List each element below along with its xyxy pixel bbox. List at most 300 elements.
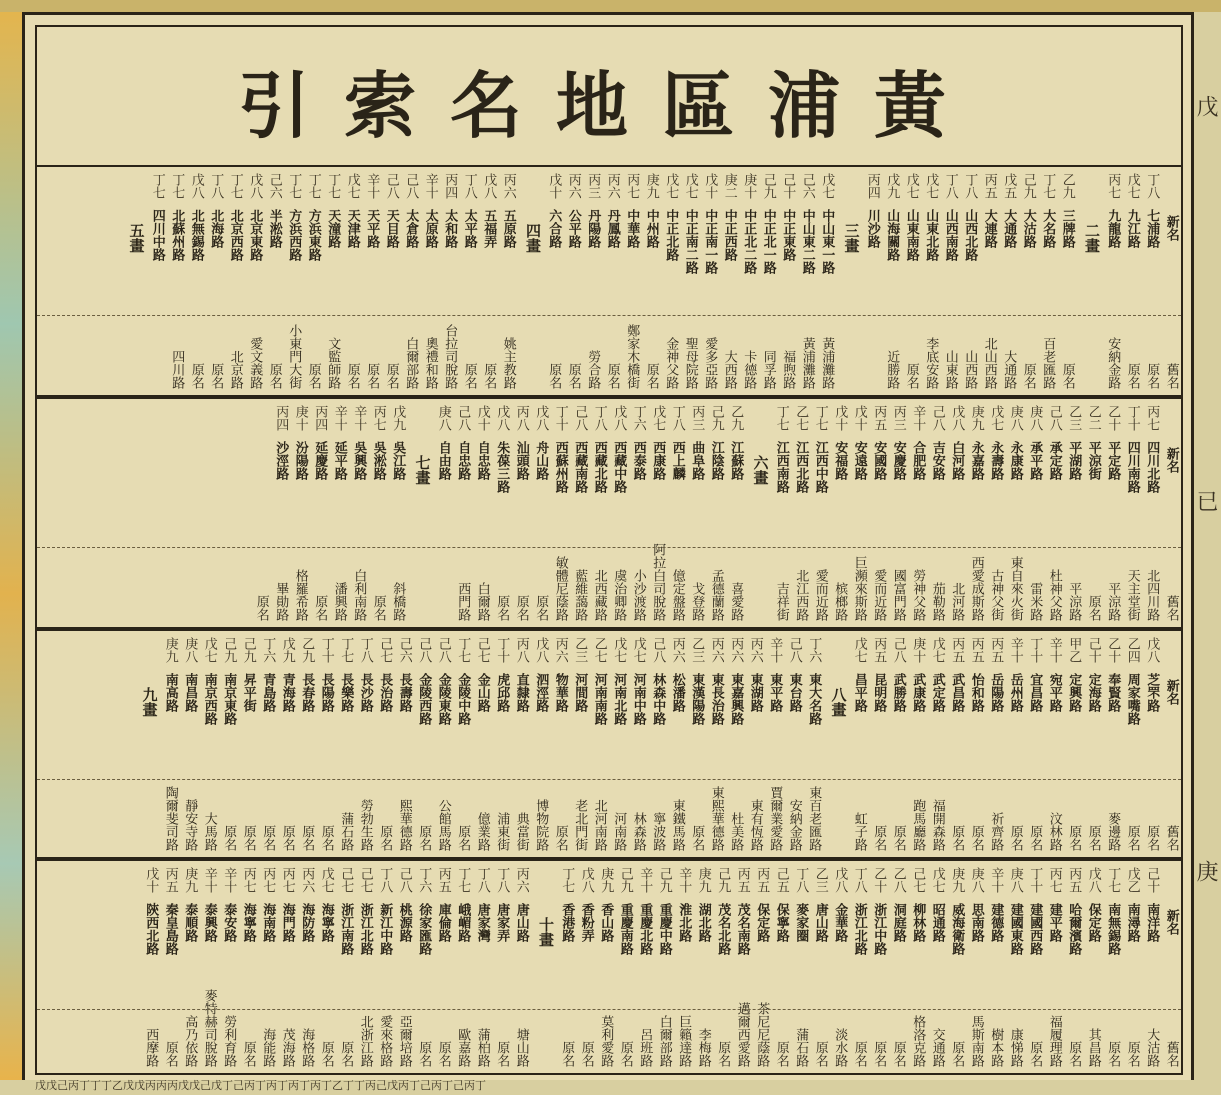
- index-entry: [356, 861, 376, 1073]
- grid-code: 丙七: [370, 405, 386, 431]
- stroke-count-header: 八畫: [829, 687, 848, 717]
- grid-code: 丁八: [851, 867, 867, 893]
- index-entry: [713, 861, 733, 1073]
- grid-code: 丁七: [812, 405, 828, 431]
- header-new-name: 新名: [1163, 909, 1179, 935]
- new-street-name: 定興路: [1066, 673, 1082, 712]
- old-street-name: 原名: [1105, 1041, 1121, 1067]
- grid-code: 辛十: [364, 173, 380, 199]
- index-entry: [395, 861, 415, 1073]
- grid-code: 丙六: [728, 637, 744, 663]
- old-street-name: 北山西路: [981, 337, 997, 389]
- new-street-name: 西上麟: [669, 441, 685, 480]
- old-street-name: 勞合路: [585, 350, 601, 389]
- index-entry: [791, 399, 811, 627]
- index-entry: [180, 631, 200, 857]
- new-street-name: 東平路: [767, 673, 783, 712]
- old-street-name: 吉祥街: [773, 582, 789, 621]
- new-street-name: 朱葆三路: [494, 441, 510, 493]
- old-street-name: 虹子路: [851, 812, 867, 851]
- new-street-name: 直隸路: [513, 673, 529, 712]
- new-street-name: 金華路: [832, 903, 848, 942]
- old-street-name: 原名: [1085, 595, 1101, 621]
- new-street-name: 宜昌路: [1027, 673, 1043, 712]
- index-entry: [830, 861, 850, 1073]
- new-street-name: 東長治路: [708, 673, 724, 725]
- old-street-name: 原名: [240, 825, 256, 851]
- old-street-name: 原名: [435, 1041, 451, 1067]
- index-entry: [720, 167, 740, 395]
- index-entry: [668, 399, 688, 627]
- index-entry: [642, 167, 662, 395]
- grid-code: 丁七: [227, 173, 243, 199]
- index-entry: [453, 861, 473, 1073]
- new-street-name: 南高路: [162, 673, 178, 712]
- old-street-name: 原名: [494, 1041, 510, 1067]
- old-street-name: 大馬路: [201, 812, 217, 851]
- grid-code: 丙七: [624, 173, 640, 199]
- grid-code: 丁十: [1124, 405, 1140, 431]
- new-street-name: 武定路: [929, 673, 945, 712]
- old-street-name: 原名: [364, 363, 380, 389]
- index-entry: [265, 167, 285, 395]
- old-street-name: 原名: [344, 363, 360, 389]
- new-street-name: 洞庭路: [890, 903, 906, 942]
- index-entry: [960, 167, 980, 395]
- old-street-name: 原名: [279, 825, 295, 851]
- index-entry: [375, 631, 395, 857]
- new-street-name: 九龍路: [1105, 209, 1121, 248]
- grid-code: 己八: [396, 867, 412, 893]
- index-entry: [817, 167, 837, 395]
- grid-code: 戊七: [650, 405, 666, 431]
- index-entry: [161, 861, 181, 1073]
- new-street-name: 公平路: [565, 209, 581, 248]
- old-street-name: 原名: [455, 825, 471, 851]
- old-street-name: 原名: [643, 363, 659, 389]
- grid-code: 己九: [1020, 173, 1036, 199]
- header-new-name: 新名: [1163, 679, 1179, 705]
- stroke-count-header: 三畫: [842, 223, 861, 253]
- grid-code: 己十: [1144, 867, 1160, 893]
- new-street-name: 保定路: [754, 903, 770, 942]
- grid-code: 戊八: [1144, 637, 1160, 663]
- new-street-name: 茂名北路: [715, 903, 731, 955]
- index-entry: [908, 399, 928, 627]
- old-street-name: 博物院路: [533, 799, 549, 851]
- index-entry: [1123, 861, 1143, 1073]
- grid-code: 己八: [416, 637, 432, 663]
- grid-code: 戊八: [481, 173, 497, 199]
- old-street-name: 孟德蘭路: [708, 569, 724, 621]
- index-entry: [460, 167, 480, 395]
- new-street-name: 保定路: [1085, 903, 1101, 942]
- new-street-name: 太和路: [442, 209, 458, 248]
- old-street-name: 百老匯路: [1040, 337, 1056, 389]
- index-entry: [557, 861, 577, 1073]
- grid-code: 辛十: [1007, 637, 1023, 663]
- old-street-name: 安納金路: [1105, 337, 1121, 389]
- old-street-name: 原名: [338, 1041, 354, 1067]
- old-street-name: 東熙華德路: [708, 786, 724, 851]
- grid-code: 丁八: [461, 173, 477, 199]
- header-column: [1162, 861, 1182, 1073]
- new-street-name: 青海路: [279, 673, 295, 712]
- new-street-name: 中正西路: [721, 209, 737, 261]
- index-entry: [733, 861, 753, 1073]
- new-street-name: 泗涇路: [533, 673, 549, 712]
- old-street-name: 典當街: [513, 812, 529, 851]
- grid-code: 辛十: [676, 867, 692, 893]
- new-street-name: 浙江南路: [338, 903, 354, 955]
- index-entry: [1019, 167, 1039, 395]
- index-entry: [317, 861, 337, 1073]
- grid-code: 庚九: [598, 867, 614, 893]
- grid-code: 戊八: [611, 405, 627, 431]
- index-entry: [772, 861, 792, 1073]
- index-entry: [317, 631, 337, 857]
- index-entry: [947, 861, 967, 1073]
- header-old-name: 舊名: [1163, 1041, 1179, 1067]
- old-street-name: 原名: [481, 363, 497, 389]
- grid-code: 丁七: [559, 867, 575, 893]
- new-street-name: 中山東二路: [799, 209, 815, 274]
- old-street-name: 黃浦灘路: [819, 337, 835, 389]
- grid-code: 丁七: [1105, 867, 1121, 893]
- grid-code: 己八: [572, 405, 588, 431]
- new-street-name: 建平路: [1046, 903, 1062, 942]
- index-entry: [655, 861, 675, 1073]
- new-street-name: 西藏中路: [611, 441, 627, 493]
- new-street-name: 哈爾濱路: [1066, 903, 1082, 955]
- grid-code: 丙五: [435, 867, 451, 893]
- grid-code: 丁十: [318, 637, 334, 663]
- grid-code: 辛十: [201, 867, 217, 893]
- old-street-name: 原名: [299, 825, 315, 851]
- old-street-name: 黃浦灘路: [799, 337, 815, 389]
- index-entry: [681, 167, 701, 395]
- old-street-name: 原名: [318, 825, 334, 851]
- grid-code: 己七: [910, 867, 926, 893]
- grid-code: 丙七: [240, 867, 256, 893]
- new-street-name: 唐家弄: [494, 903, 510, 942]
- index-entry: [512, 399, 532, 627]
- new-street-name: 安福路: [832, 441, 848, 480]
- old-street-name: 高乃依路: [182, 1015, 198, 1067]
- index-entry: [1103, 167, 1123, 395]
- index-entry: [765, 631, 785, 857]
- new-street-name: 北蘇州路: [169, 209, 185, 261]
- grid-code: 丙六: [513, 867, 529, 893]
- old-street-name: 原名: [208, 363, 224, 389]
- index-entry: [882, 167, 902, 395]
- index-entry: [687, 399, 707, 627]
- new-street-name: 沙涇路: [273, 441, 289, 480]
- new-street-name: 南洋路: [1144, 903, 1160, 942]
- grid-code: 庚九: [182, 867, 198, 893]
- index-entry: [180, 861, 200, 1073]
- new-street-name: 泰順路: [182, 903, 198, 942]
- index-entry: [512, 861, 532, 1073]
- old-street-name: 原名: [890, 1041, 906, 1067]
- grid-code: 戊七: [201, 637, 217, 663]
- new-street-name: 汕頭路: [513, 441, 529, 480]
- new-street-name: 太原路: [422, 209, 438, 248]
- old-street-name: 勞勃生路: [357, 799, 373, 851]
- new-street-name: 吳江路: [390, 441, 406, 480]
- old-street-name: 原名: [890, 825, 906, 851]
- grid-code: 丁七: [1040, 173, 1056, 199]
- index-entry: [1045, 861, 1065, 1073]
- header-old-name: 舊名: [1163, 825, 1179, 851]
- new-street-name: 吳淞路: [370, 441, 386, 480]
- grid-code: 丙六: [565, 173, 581, 199]
- grid-code: 戊七: [611, 637, 627, 663]
- new-street-name: 天潼路: [325, 209, 341, 248]
- index-entry: [570, 399, 590, 627]
- new-street-name: 淮北路: [676, 903, 692, 942]
- index-entry: [551, 399, 571, 627]
- old-street-name: 其昌路: [1085, 1028, 1101, 1067]
- index-entry: [434, 631, 454, 857]
- grid-code: 乙九: [728, 405, 744, 431]
- old-street-name: 康悌路: [1007, 1028, 1023, 1067]
- new-street-name: 林森中路: [650, 673, 666, 725]
- index-entry: [1064, 399, 1084, 627]
- old-street-name: 原名: [812, 1041, 828, 1067]
- old-street-name: 原名: [370, 595, 386, 621]
- new-street-name: 天津路: [344, 209, 360, 248]
- new-street-name: 北無錫路: [188, 209, 204, 261]
- grid-code: 戊七: [630, 637, 646, 663]
- grid-code: 辛十: [351, 405, 367, 431]
- old-street-name: 大通路: [1001, 350, 1017, 389]
- old-street-name: 平涼路: [1105, 582, 1121, 621]
- stroke-count-header: 十畫: [537, 917, 555, 947]
- index-entry: [239, 861, 259, 1073]
- index-entry: [310, 399, 330, 627]
- old-street-name: 李底安路: [923, 337, 939, 389]
- new-street-name: 長治路: [377, 673, 393, 712]
- old-street-name: 樹本路: [988, 1028, 1004, 1067]
- index-entry: [1142, 861, 1162, 1073]
- old-street-name: 林森路: [630, 812, 646, 851]
- new-street-name: 北海路: [208, 209, 224, 248]
- new-street-name: 方浜西路: [286, 209, 302, 261]
- new-street-name: 安慶路: [890, 441, 906, 480]
- new-street-name: 建國西路: [1027, 903, 1043, 955]
- grid-code: 乙十: [1105, 637, 1121, 663]
- row-separator: [37, 779, 1181, 780]
- index-entry: [1045, 399, 1065, 627]
- grid-code: 戊七: [682, 173, 698, 199]
- index-entry: [304, 167, 324, 395]
- grid-code: 乙三: [812, 867, 828, 893]
- grid-code: 丙五: [871, 637, 887, 663]
- new-street-name: 平湖路: [1066, 441, 1082, 480]
- new-street-name: 山海關路: [884, 209, 900, 261]
- new-street-name: 周家嘴路: [1124, 673, 1140, 725]
- index-entry: [986, 861, 1006, 1073]
- grid-code: 己五: [773, 867, 789, 893]
- grid-code: 戊十: [851, 405, 867, 431]
- grid-code: 己八: [383, 173, 399, 199]
- old-street-name: 祈齊路: [988, 812, 1004, 851]
- old-street-name: 原名: [949, 825, 965, 851]
- index-entry: [921, 167, 941, 395]
- new-street-name: 泰興路: [201, 903, 217, 942]
- old-street-name: 馬斯南路: [968, 1015, 984, 1067]
- grid-code: 丙六: [747, 637, 763, 663]
- old-street-name: 東鐵馬路: [669, 799, 685, 851]
- old-street-name: 原名: [546, 363, 562, 389]
- grid-code: 丙五: [162, 867, 178, 893]
- old-street-name: 原名: [266, 363, 282, 389]
- stroke-count-header: 六畫: [751, 455, 770, 485]
- new-street-name: 西藏北路: [591, 441, 607, 493]
- grid-code: 乙三: [689, 637, 705, 663]
- index-entry: [850, 861, 870, 1073]
- new-street-name: 七浦路: [1144, 209, 1160, 248]
- grid-code: 戊七: [819, 173, 835, 199]
- grid-code: 丙六: [669, 637, 685, 663]
- old-street-name: 原名: [188, 363, 204, 389]
- grid-code: 戊九: [884, 173, 900, 199]
- index-block: [35, 165, 1183, 397]
- row-separator: [37, 547, 1181, 548]
- new-street-name: 中正東路: [780, 209, 796, 261]
- new-street-name: 海寧路: [240, 903, 256, 942]
- new-street-name: 曲阜路: [689, 441, 705, 480]
- old-street-name: 原名: [617, 1041, 633, 1067]
- grid-code: 戊八: [188, 173, 204, 199]
- new-street-name: 香粉弄: [578, 903, 594, 942]
- old-street-name: 鄭家木橋街: [624, 324, 640, 389]
- old-street-name: 茶尼尼蔭路: [754, 1002, 770, 1067]
- old-street-name: 交通路: [929, 1028, 945, 1067]
- grid-code: 庚九: [949, 867, 965, 893]
- index-entry: [492, 861, 512, 1073]
- index-entry: [291, 399, 311, 627]
- new-street-name: 香港路: [559, 903, 575, 942]
- index-entry: [928, 861, 948, 1073]
- new-street-name: 平定路: [1105, 441, 1121, 480]
- old-street-name: 藍維藹路: [572, 569, 588, 621]
- old-street-name: 安納金路: [786, 799, 802, 851]
- index-entry: [1123, 399, 1143, 627]
- grid-code: 丙七: [1144, 405, 1160, 431]
- grid-code: 己八: [435, 637, 451, 663]
- old-street-name: 蒲石路: [338, 812, 354, 851]
- grid-code: 丁七: [773, 405, 789, 431]
- grid-code: 戊十: [832, 405, 848, 431]
- old-street-name: 原名: [1085, 825, 1101, 851]
- new-street-name: 武昌路: [949, 673, 965, 712]
- old-street-name: 原名: [851, 1041, 867, 1067]
- old-street-name: 原名: [240, 1041, 256, 1067]
- new-street-name: 吳興路: [351, 441, 367, 480]
- old-street-name: 北浙江路: [357, 1015, 373, 1067]
- old-street-name: 近勝路: [884, 350, 900, 389]
- grid-code: 戊七: [1124, 173, 1140, 199]
- grid-code: 丁八: [1144, 173, 1160, 199]
- old-street-name: 雷米路: [1027, 582, 1043, 621]
- old-street-name: 原名: [305, 363, 321, 389]
- grid-code: 丙四: [273, 405, 289, 431]
- new-street-name: 西蘇州路: [552, 441, 568, 493]
- new-street-name: 海防路: [299, 903, 315, 942]
- index-entry: [648, 631, 668, 857]
- old-street-name: 原名: [533, 595, 549, 621]
- old-street-name: 原名: [1027, 825, 1043, 851]
- index-entry: [239, 631, 259, 857]
- grid-code: 庚九: [968, 405, 984, 431]
- grid-code: 丁七: [455, 867, 471, 893]
- old-street-name: 白爾路: [474, 582, 490, 621]
- grid-code: 戊十: [702, 173, 718, 199]
- index-entry: [648, 399, 668, 627]
- grid-code: 丁七: [338, 637, 354, 663]
- old-street-name: 原名: [1066, 1041, 1082, 1067]
- old-street-name: 北河南路: [591, 799, 607, 851]
- new-street-name: 承定路: [1046, 441, 1062, 480]
- new-street-name: 安遠路: [851, 441, 867, 480]
- grid-code: 丙八: [513, 637, 529, 663]
- new-street-name: 自由路: [435, 441, 451, 480]
- index-entry: [772, 399, 792, 627]
- new-street-name: 唐家灣: [474, 903, 490, 942]
- grid-code: 辛十: [331, 405, 347, 431]
- index-entry: [1103, 399, 1123, 627]
- index-entry: [271, 399, 291, 627]
- grid-code: 庚九: [162, 637, 178, 663]
- grid-code: 丁八: [494, 867, 510, 893]
- index-entry: [1006, 861, 1026, 1073]
- new-street-name: 峨嵋路: [455, 903, 471, 942]
- index-entry: [297, 861, 317, 1073]
- old-street-name: 呂班路: [637, 1028, 653, 1067]
- index-entry: [161, 631, 181, 857]
- old-street-name: 文監師路: [325, 337, 341, 389]
- stroke-count-header: 五畫: [127, 223, 146, 253]
- old-street-name: 國富門路: [890, 569, 906, 621]
- old-street-name: 天主堂街: [1124, 569, 1140, 621]
- new-street-name: 大名路: [1040, 209, 1056, 248]
- new-street-name: 河間路: [572, 673, 588, 712]
- new-street-name: 中華路: [624, 209, 640, 248]
- old-street-name: 原名: [253, 595, 269, 621]
- old-street-name: 愛而近路: [812, 569, 828, 621]
- new-street-name: 四川北路: [1144, 441, 1160, 493]
- grid-code: 己六: [396, 637, 412, 663]
- index-entry: [388, 399, 408, 627]
- grid-code: 己七: [377, 637, 393, 663]
- grid-code: 戊八: [1085, 867, 1101, 893]
- old-street-name: 原名: [565, 363, 581, 389]
- new-street-name: 大連路: [981, 209, 997, 248]
- old-street-name: 原名: [1066, 825, 1082, 851]
- new-street-name: 江蘇路: [728, 441, 744, 480]
- new-street-name: 河南北路: [611, 673, 627, 725]
- old-street-name: 北河路: [949, 582, 965, 621]
- new-street-name: 東大名路: [806, 673, 822, 725]
- grid-code: 丁八: [793, 867, 809, 893]
- old-street-name: 白爾部路: [656, 1015, 672, 1067]
- grid-code: 丙四: [312, 405, 328, 431]
- new-street-name: 威海衛路: [949, 903, 965, 955]
- index-entry: [369, 399, 389, 627]
- grid-code: 己八: [786, 637, 802, 663]
